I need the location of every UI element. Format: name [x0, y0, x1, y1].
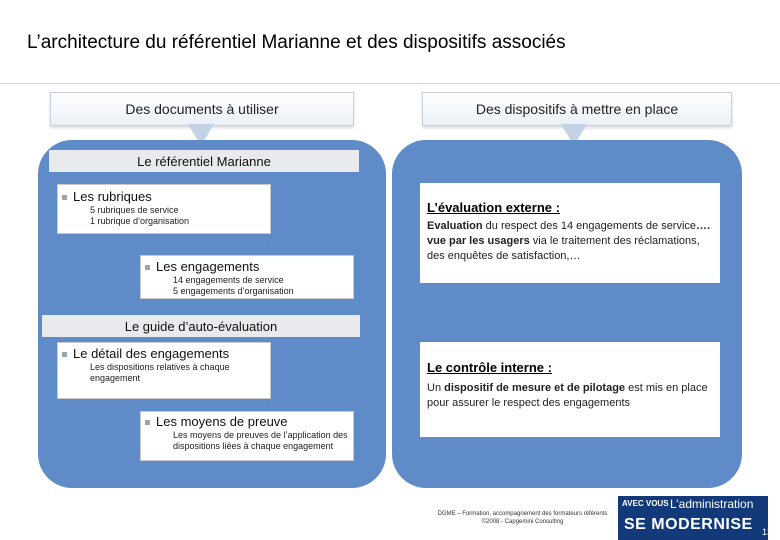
- evaluation-box: [420, 183, 720, 283]
- evaluation-title: L’évaluation externe :: [427, 200, 560, 215]
- connector-line: [265, 234, 266, 257]
- detail-heading: Le détail des engagements: [62, 346, 229, 361]
- rubriques-heading: Les rubriques: [62, 189, 152, 204]
- bullet-icon: [145, 420, 150, 425]
- preuves-heading: Les moyens de preuve: [145, 414, 288, 429]
- title-divider: [0, 83, 780, 84]
- page-number: 13: [762, 527, 773, 537]
- preuves-text: Les moyens de preuves de l’application des dispositions liées à chaque engagement: [173, 430, 348, 451]
- referentiel-bar: [49, 150, 359, 172]
- rubriques-lines: 5 rubriques de service 1 rubrique d’organisation: [90, 205, 190, 226]
- guide-label: Le guide d’auto-évaluation: [124, 318, 278, 334]
- header-documents: [50, 92, 354, 126]
- engagements-heading: Les engagements: [145, 259, 259, 274]
- referentiel-label: Le référentiel Marianne: [137, 153, 271, 169]
- bullet-icon: [145, 265, 150, 270]
- guide-bar: [42, 315, 360, 337]
- engagements-lines: 14 engagements de service 5 engagements d’organisation: [173, 275, 294, 296]
- controle-box: [420, 342, 720, 437]
- controle-text: Un dispositif de mesure et de pilotage est mis en place pour assurer le respect des engagements: [427, 382, 708, 409]
- engagements-box: [140, 255, 354, 299]
- rubriques-box: [57, 184, 271, 234]
- bullet-icon: [62, 195, 67, 200]
- administration-logo: AVEC VOUS L’administration SE MODERNISE: [618, 496, 768, 540]
- header-documents-label: Des documents à utiliser: [125, 101, 279, 117]
- bullet-icon: [62, 352, 67, 357]
- footer-text: DGME – Formation, accompagnement des formateurs référents ©2008 - Capgemini Consulting: [437, 511, 608, 525]
- preuves-box: [140, 411, 354, 461]
- header-dispositifs-label: Des dispositifs à mettre en place: [475, 101, 679, 117]
- header-dispositifs: [422, 92, 732, 126]
- page-title: L’architecture du référentiel Marianne et des dispositifs associés: [27, 32, 566, 53]
- detail-box: [57, 342, 271, 399]
- evaluation-text: Evaluation du respect des 14 engagements de service…. vue par les usagers via le traitement des réclamations, des enquêtes de satisfaction,…: [427, 220, 711, 262]
- controle-title: Le contrôle interne :: [427, 360, 552, 375]
- detail-text: Les dispositions relatives à chaque engagement: [90, 362, 230, 383]
